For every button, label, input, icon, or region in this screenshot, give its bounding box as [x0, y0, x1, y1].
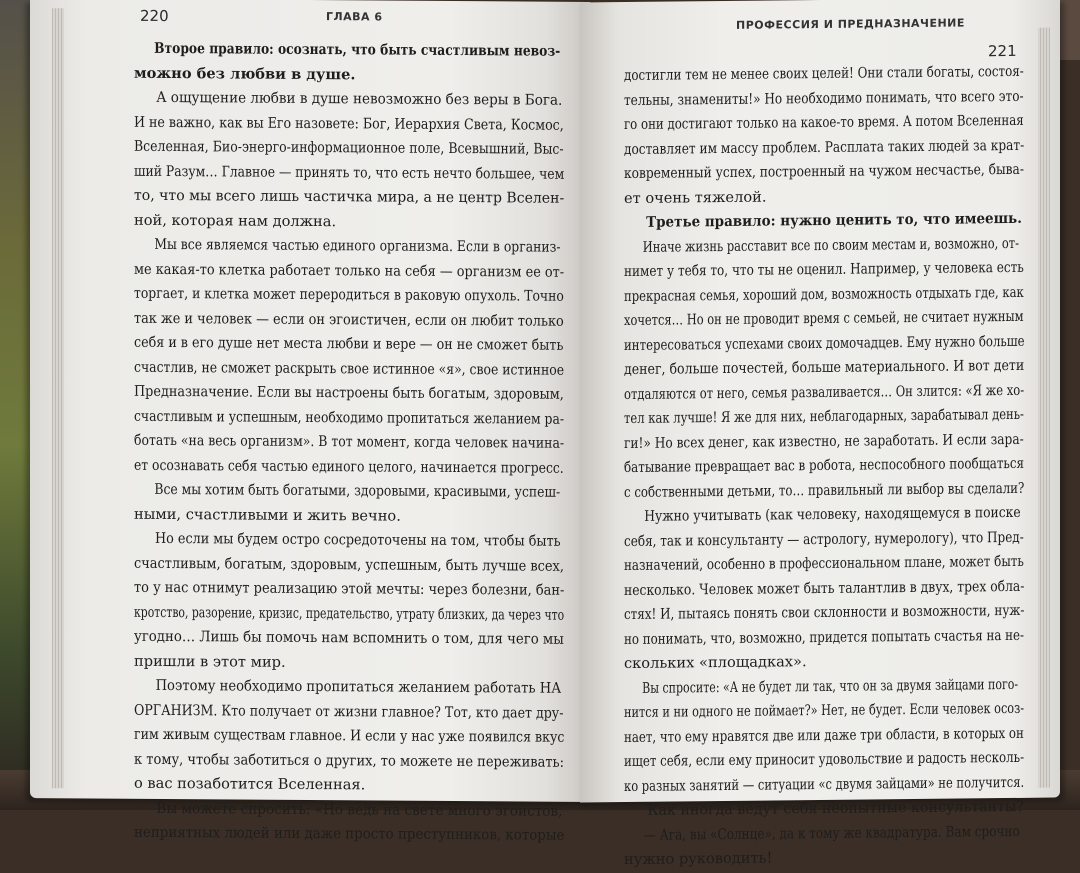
- text-line: так же и человек — если он эгоистичен, если он любит только: [134, 309, 564, 330]
- text-line: пришли в этот мир.: [134, 652, 286, 671]
- text-line: А ощущение любви в душе невозможно без веры в Бога.: [156, 88, 563, 109]
- left-page-text: [134, 37, 564, 849]
- text-line: денег, больше почестей, больше материального. И вот дети: [624, 356, 1025, 379]
- right-page-number: 221: [988, 41, 1017, 61]
- text-line: ко разных занятий — ситуации «с двумя зайцами» не получится.: [624, 773, 1025, 795]
- text-line: счастливым, богатым, здоровым, успешным, быть лучше всех,: [134, 554, 564, 575]
- left-running-head: ГЛАВА 6: [326, 10, 383, 24]
- text-line: гим живым существам главное. И если у нас уже появился вкус: [134, 725, 565, 746]
- text-line: счастлив, не сможет раскрыть свое истинное «я», свое истинное: [134, 358, 565, 379]
- text-line: Как иногда ведут себя неопытные консультанты?: [647, 797, 1024, 819]
- text-line: то у нас отнимут реализацию этой мечты: через болезни, бан-: [134, 578, 565, 599]
- text-line: к тому, чтобы заботиться о других, то можете не переживать:: [134, 750, 565, 771]
- text-line: Иначе жизнь расставит все по своим местам и, возможно, от-: [642, 234, 1019, 256]
- text-line: нужно руководить!: [624, 849, 773, 869]
- text-line: Вы спросите: «А не будет ли так, что он за двумя зайцами пого-: [642, 675, 1019, 697]
- text-line: Вы можете спросить: «Но ведь на свете много эгоистов,: [156, 799, 563, 820]
- text-line: но понимать, что, возможно, придется попытать счастья на не-: [624, 626, 1025, 648]
- text-line: Третье правило: нужно ценить то, что имеешь.: [646, 209, 1022, 231]
- text-line: ной, которая нам должна.: [134, 211, 337, 230]
- left-page-number: 220: [140, 6, 169, 26]
- text-line: угодно… Лишь бы помочь нам вспомнить о том, для чего мы: [134, 627, 564, 648]
- text-line: скольких «площадках».: [624, 653, 807, 673]
- text-line: И не важно, как вы Его назовете: Бог, Иерархия Света, Космос,: [134, 113, 564, 134]
- text-line: тел как лучше! Я же для них, неблагодарных, зарабатывал день-: [624, 405, 1024, 428]
- right-running-head: ПРОФЕССИЯ И ПРЕДНАЗНАЧЕНИЕ: [736, 16, 965, 32]
- text-line: счастливым и успешным, необходимо пропитаться желанием ра-: [134, 407, 565, 428]
- text-line: интересоваться успехами своих домочадцев. Ему нужно больше: [624, 332, 1025, 354]
- text-line: Вселенная, Био-энерго-информационное поле, Всевышний, Выс-: [134, 137, 564, 158]
- text-line: ет осознавать себя частью единого целого, начинается прогресс.: [134, 456, 564, 477]
- left-page: [30, 0, 590, 844]
- text-line: неприятных людей или даже просто преступников, которые: [134, 823, 565, 844]
- page-edges-left: [52, 8, 64, 788]
- text-line: с собственными детьми, то… правильный ли выбор вы сделали?: [624, 479, 1025, 501]
- text-line: Второе правило: осознать, что быть счастливым невоз-: [154, 39, 561, 60]
- text-line: Все мы хотим быть богатыми, здоровыми, красивыми, успеш-: [154, 480, 561, 501]
- text-line: Предназначение. Если вы настроены быть богатым, здоровым,: [134, 382, 564, 403]
- text-line: Нужно учитывать (как человеку, находящемуся в поиске: [644, 503, 1021, 525]
- text-line: го они достигают только на какое-то время. А потом Вселенная: [624, 111, 1024, 134]
- page-edges-right: [1038, 28, 1050, 788]
- text-line: прекрасная семья, хороший дом, возможность отдыхать где, как: [624, 283, 1024, 305]
- text-line: ковременный успех, построенный на чужом несчастье, быва-: [624, 160, 1024, 183]
- text-line: ными, счастливыми и жить вечно.: [134, 505, 401, 525]
- text-line: ги!» Но всех денег, как известно, не заработать. И если зара-: [624, 430, 1024, 452]
- text-line: доставляет им массу проблем. Расплата таких людей за крат-: [624, 136, 1025, 158]
- text-line: торгает, и клетка может переродиться в раковую опухоль. Точно: [134, 284, 564, 305]
- text-line: Мы все являемся частью единого организма. Если в организ-: [154, 235, 561, 256]
- text-line: Поэтому необходимо пропитаться желанием работать НА: [155, 676, 562, 697]
- text-line: себя, так и консультанту — астрологу, нумерологу), что Пред-: [624, 528, 1024, 550]
- text-line: то, что мы всего лишь частичка мира, а не центр Вселен-: [134, 186, 565, 207]
- text-line: о вас позаботится Вселенная.: [134, 774, 366, 794]
- text-line: можно без любви в душе.: [134, 64, 356, 83]
- text-line: ботать «на весь организм». В тот момент, когда человек начина-: [134, 431, 565, 452]
- text-line: назначений, особенно в профессиональном плане, может быть: [624, 552, 1024, 575]
- text-line: хочется… Но он не проводит время с семьей, не считает нужным: [624, 307, 1024, 330]
- text-line: себя и в его душе нет места любви и вере — он не сможет быть: [134, 333, 564, 354]
- text-line: отдаляются от него, семья разваливается… Он злится: «Я же хо-: [624, 381, 1025, 403]
- text-line: нимет у тебя то, что ты не оценил. Например, у человека есть: [624, 258, 1024, 281]
- text-line: кротство, разорение, кризис, предательство, утрату близких, да через что: [134, 603, 565, 624]
- text-line: ет очень тяжелой.: [624, 188, 767, 207]
- text-line: нится и ни одного не поймает?» Нет, не будет. Если человек осоз-: [624, 699, 1025, 722]
- right-page-text: [624, 60, 1024, 873]
- text-line: тельны, знамениты!» Но необходимо понимать, что всего это-: [624, 87, 1024, 109]
- text-line: Но если мы будем остро сосредоточены на том, чтобы быть: [155, 529, 561, 550]
- text-line: ищет себя, если ему приносит удовольствие и радость несколь-: [624, 748, 1025, 771]
- text-line: батывание превращает вас в робота, неспособного пообщаться: [624, 454, 1025, 477]
- text-line: достигли тем не менее своих целей! Они стали богаты, состоя-: [624, 62, 1024, 85]
- text-line: нает, что ему нравятся две или даже три области, в которых он: [624, 724, 1024, 746]
- text-line: ОРГАНИЗМ. Кто получает от жизни главное? Тот, кто дает дру-: [134, 701, 564, 722]
- right-page: [580, 0, 1060, 869]
- text-line: стях! И, пытаясь понять свои склонности и возможности, нуж-: [624, 601, 1025, 624]
- text-line: несколько. Человек может быть талантлив в двух, трех обла-: [624, 577, 1025, 599]
- text-line: ший Разум… Главное — принять то, что есть нечто большее, чем: [134, 162, 565, 183]
- text-line: — Ага, вы «Солнце», да к тому же квадратура. Вам срочно: [643, 822, 1020, 844]
- text-line: ме какая-то клетка работает только на себя — организм ее от-: [134, 260, 565, 281]
